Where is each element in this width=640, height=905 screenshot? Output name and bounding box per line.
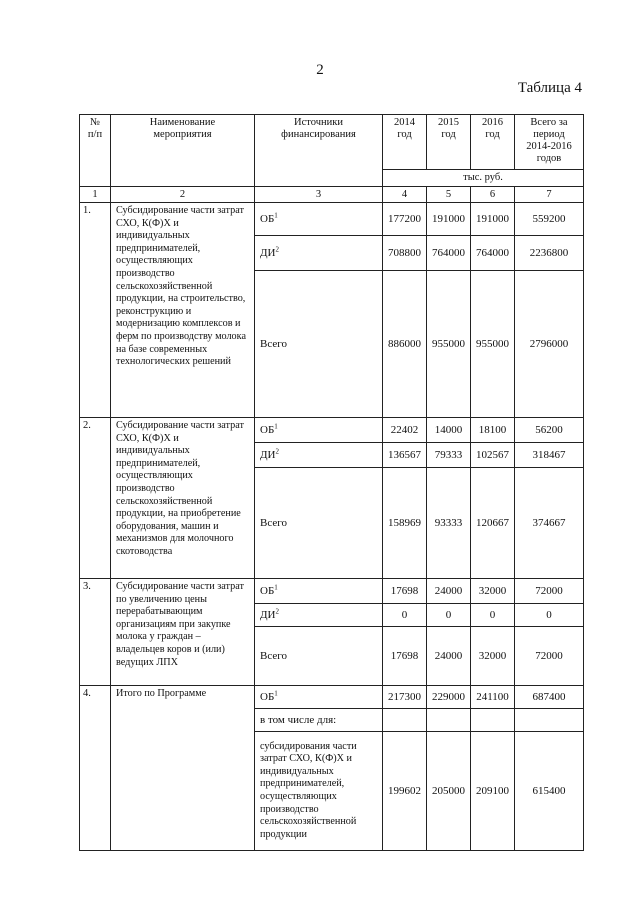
empty-cell bbox=[427, 709, 471, 732]
header-name bbox=[111, 115, 255, 187]
header-source bbox=[255, 115, 383, 187]
value-2016: 241100 bbox=[471, 686, 515, 709]
value-2015: 14000 bbox=[427, 418, 471, 443]
value-2015: 79333 bbox=[427, 443, 471, 468]
footnote-marker: 2 bbox=[275, 607, 279, 616]
detail-source-label: субсидирования части затрат СХО, К(Ф)Х и индивидуальных предпринимателей, осуществляющих производство сельскохозяйственной продукции bbox=[255, 732, 383, 851]
source-cell bbox=[255, 579, 383, 604]
footnote-marker: 1 bbox=[274, 583, 278, 592]
source-cell bbox=[255, 203, 383, 236]
value-total: 2796000 bbox=[515, 271, 584, 418]
row-name: Субсидирование части затрат по увеличению цены перерабатывающим организациям при закупке молока у граждан – владельцев коров и (или) ведущих ЛПХ bbox=[111, 579, 255, 686]
column-index: 1 bbox=[80, 187, 111, 203]
table-row bbox=[80, 579, 584, 604]
source-label: ДИ bbox=[260, 609, 276, 621]
value-2015: 0 bbox=[427, 604, 471, 627]
value-2015: 205000 bbox=[427, 732, 471, 851]
value-total: 56200 bbox=[515, 418, 584, 443]
header-name-text: Наименование мероприятия bbox=[149, 117, 216, 140]
column-index: 5 bbox=[427, 187, 471, 203]
value-2014: 886000 bbox=[383, 271, 427, 418]
value-2014: 17698 bbox=[383, 579, 427, 604]
header-num-text: № п/п bbox=[87, 117, 103, 140]
source-cell bbox=[255, 236, 383, 271]
header-2014 bbox=[383, 115, 427, 170]
value-total: 687400 bbox=[515, 686, 584, 709]
row-num: 2. bbox=[80, 418, 111, 579]
value-2016: 0 bbox=[471, 604, 515, 627]
value-total: 615400 bbox=[515, 732, 584, 851]
value-2014: 708800 bbox=[383, 236, 427, 271]
funding-table bbox=[79, 114, 584, 851]
header-2015-text: 2015 год bbox=[438, 117, 459, 140]
column-index: 6 bbox=[471, 187, 515, 203]
table-row bbox=[80, 686, 584, 709]
footnote-marker: 1 bbox=[274, 689, 278, 698]
empty-cell bbox=[471, 709, 515, 732]
value-total: 318467 bbox=[515, 443, 584, 468]
value-2015: 24000 bbox=[427, 627, 471, 686]
header-num bbox=[80, 115, 111, 187]
row-num: 4. bbox=[80, 686, 111, 851]
empty-cell bbox=[383, 709, 427, 732]
source-label: Всего bbox=[255, 627, 383, 686]
value-2014: 217300 bbox=[383, 686, 427, 709]
value-total: 0 bbox=[515, 604, 584, 627]
value-2016: 209100 bbox=[471, 732, 515, 851]
including-label: в том числе для: bbox=[255, 709, 383, 732]
value-2015: 191000 bbox=[427, 203, 471, 236]
column-index-row bbox=[80, 187, 584, 203]
value-2015: 764000 bbox=[427, 236, 471, 271]
header-source-text: Источники финансирования bbox=[281, 117, 356, 140]
empty-cell bbox=[515, 709, 584, 732]
value-2014: 17698 bbox=[383, 627, 427, 686]
unit-label: тыс. руб. bbox=[383, 170, 584, 187]
source-label: ОБ bbox=[260, 213, 275, 225]
source-cell bbox=[255, 443, 383, 468]
value-2014: 158969 bbox=[383, 468, 427, 579]
table-header-row bbox=[80, 115, 584, 170]
header-2016 bbox=[471, 115, 515, 170]
header-2014-text: 2014 год bbox=[394, 117, 415, 140]
table-row bbox=[80, 418, 584, 443]
footnote-marker: 2 bbox=[275, 447, 279, 456]
header-2015 bbox=[427, 115, 471, 170]
value-2014: 22402 bbox=[383, 418, 427, 443]
source-label: ОБ bbox=[260, 691, 275, 703]
footnote-marker: 2 bbox=[275, 245, 279, 254]
table-row bbox=[80, 203, 584, 236]
value-total: 2236800 bbox=[515, 236, 584, 271]
source-label: ОБ bbox=[260, 585, 275, 597]
page-number: 2 bbox=[316, 62, 324, 78]
column-index: 2 bbox=[111, 187, 255, 203]
value-2014: 136567 bbox=[383, 443, 427, 468]
column-index: 4 bbox=[383, 187, 427, 203]
value-2014: 177200 bbox=[383, 203, 427, 236]
row-num: 3. bbox=[80, 579, 111, 686]
column-index: 3 bbox=[255, 187, 383, 203]
value-total: 559200 bbox=[515, 203, 584, 236]
source-label: Всего bbox=[255, 468, 383, 579]
value-2015: 24000 bbox=[427, 579, 471, 604]
header-2016-text: 2016 год bbox=[482, 117, 503, 140]
source-label: ДИ bbox=[260, 247, 276, 259]
source-label: ОБ bbox=[260, 424, 275, 436]
source-cell bbox=[255, 418, 383, 443]
value-2016: 955000 bbox=[471, 271, 515, 418]
value-total: 72000 bbox=[515, 579, 584, 604]
header-total-text: Всего за период 2014-2016 годов bbox=[526, 117, 572, 164]
value-total: 72000 bbox=[515, 627, 584, 686]
value-2016: 191000 bbox=[471, 203, 515, 236]
footnote-marker: 1 bbox=[274, 211, 278, 220]
value-2016: 18100 bbox=[471, 418, 515, 443]
value-2016: 102567 bbox=[471, 443, 515, 468]
value-2016: 32000 bbox=[471, 579, 515, 604]
value-2015: 955000 bbox=[427, 271, 471, 418]
value-total: 374667 bbox=[515, 468, 584, 579]
value-2016: 32000 bbox=[471, 627, 515, 686]
column-index: 7 bbox=[515, 187, 584, 203]
table-caption: Таблица 4 bbox=[517, 80, 582, 96]
header-total bbox=[515, 115, 584, 170]
source-label: ДИ bbox=[260, 449, 276, 461]
row-name: Итого по Программе bbox=[111, 686, 255, 851]
source-cell bbox=[255, 686, 383, 709]
row-name: Субсидирование части затрат СХО, К(Ф)Х и индивидуальных предпринимателей, осуществляющих производство сельскохозяйственной продукции, на приобретение оборудования, машин и механизмов для молочного скотоводства bbox=[111, 418, 255, 579]
row-num: 1. bbox=[80, 203, 111, 418]
value-2014: 0 bbox=[383, 604, 427, 627]
row-name: Субсидирование части затрат СХО, К(Ф)Х и индивидуальных предпринимателей, осуществляющих производство сельскохозяйственной продукции, на строительство, реконструкцию и модернизацию комплексов и ферм по производству молока на базе современных технологических решений bbox=[111, 203, 255, 418]
footnote-marker: 1 bbox=[274, 422, 278, 431]
value-2015: 229000 bbox=[427, 686, 471, 709]
source-cell bbox=[255, 604, 383, 627]
value-2014: 199602 bbox=[383, 732, 427, 851]
value-2016: 764000 bbox=[471, 236, 515, 271]
value-2015: 93333 bbox=[427, 468, 471, 579]
source-label: Всего bbox=[255, 271, 383, 418]
value-2016: 120667 bbox=[471, 468, 515, 579]
